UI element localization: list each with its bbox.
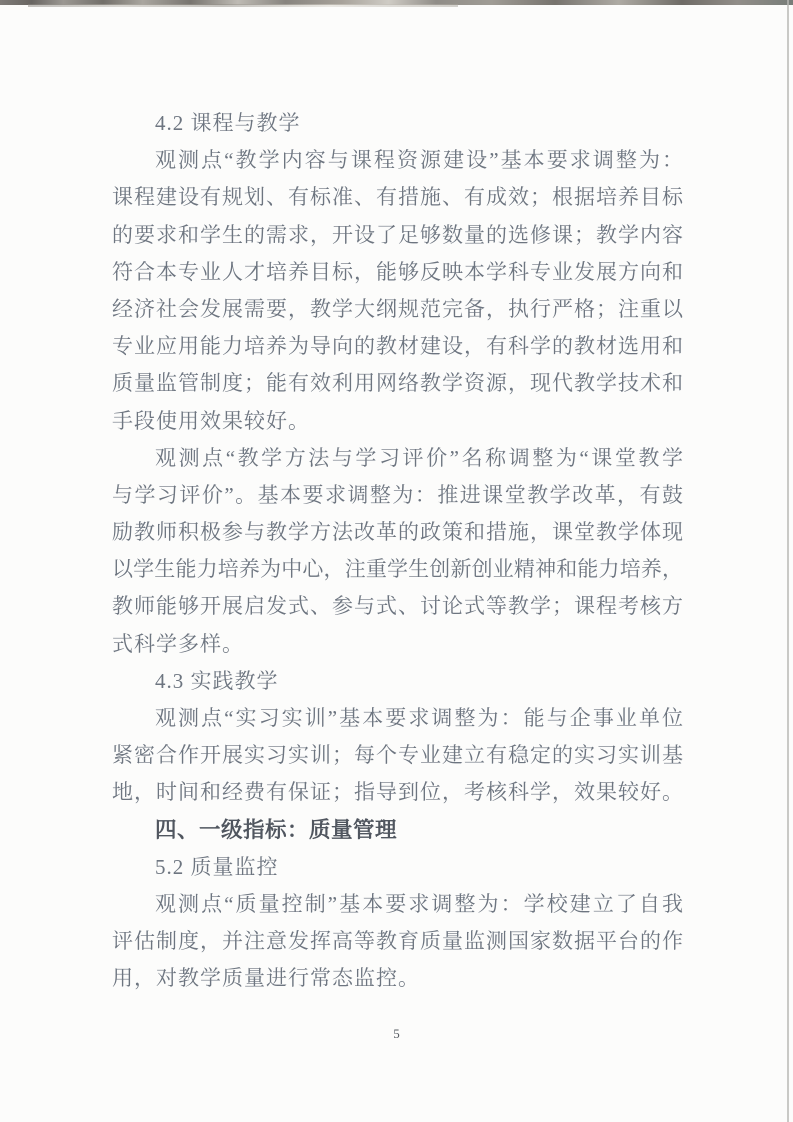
text-line: 励教师积极参与教学方法改革的政策和措施，课堂教学体现 <box>112 520 683 545</box>
scan-artifact-right-edge-line <box>787 0 789 1122</box>
text-line: 式科学多样。 <box>112 631 244 656</box>
text-line: 观测点“教学内容与课程资源建设”基本要求调整为： <box>155 148 683 173</box>
section-heading-4-2: 4.2 课程与教学 <box>155 111 301 135</box>
text-line: 与学习评价”。基本要求调整为：推进课堂教学改革，有鼓 <box>112 482 683 507</box>
section-heading-5-2: 5.2 质量监控 <box>155 854 279 879</box>
chapter-heading: 四、一级指标：质量管理 <box>155 817 398 842</box>
text-line: 紧密合作开展实习实训；每个专业建立有稳定的实习实训基 <box>112 743 683 768</box>
text-line: 经济社会发展需要，教学大纲规范完备，执行严格；注重以 <box>112 296 683 321</box>
page-number: 5 <box>393 1026 400 1041</box>
text-line: 观测点“实习实训”基本要求调整为：能与企事业单位 <box>155 706 683 730</box>
text-line: 的要求和学生的需求，开设了足够数量的选修课；教学内容 <box>112 222 683 247</box>
text-line: 符合本专业人才培养目标，能够反映本学科专业发展方向和 <box>112 259 683 284</box>
text-line: 用，对教学质量进行常态监控。 <box>112 966 420 991</box>
text-line: 专业应用能力培养为导向的教材建设，有科学的教材选用和 <box>112 334 683 359</box>
text-line: 观测点“质量控制”基本要求调整为：学校建立了自我 <box>155 891 683 916</box>
text-block <box>112 105 683 998</box>
text-line: 课程建设有规划、有标准、有措施、有成效；根据培养目标 <box>112 185 683 210</box>
text-line: 质量监管制度；能有效利用网络教学资源，现代教学技术和 <box>112 371 683 396</box>
text-line: 观测点“教学方法与学习评价”名称调整为“课堂教学 <box>155 445 683 470</box>
text-line: 教师能够开展启发式、参与式、讨论式等教学；课程考核方 <box>112 594 683 619</box>
text-line: 地，时间和经费有保证；指导到位，考核科学，效果较好。 <box>112 780 683 805</box>
section-heading-4-3: 4.3 实践教学 <box>155 668 279 693</box>
text-line: 以学生能力培养为中心，注重学生创新创业精神和能力培养， <box>112 557 683 582</box>
scan-artifact-top-smudge <box>28 4 458 7</box>
text-line: 评估制度，并注意发挥高等教育质量监测国家数据平台的作 <box>112 929 683 954</box>
text-line: 手段使用效果较好。 <box>112 408 310 433</box>
